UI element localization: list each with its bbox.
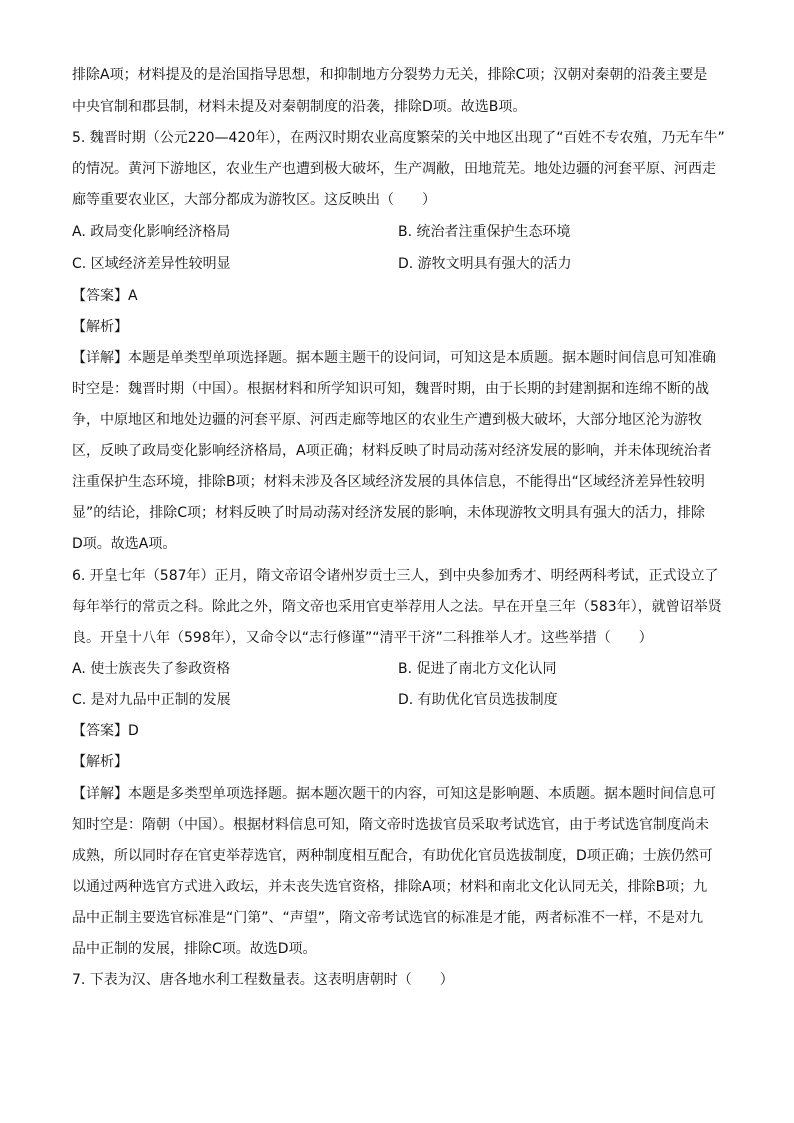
detail-line: 【详解】本题是多类型单项选择题。据本题次题干的内容，可知这是影响题、本质题。据本题时间信息可 [72, 786, 716, 802]
option-d: D. 有助优化官员选拔制度 [398, 692, 558, 708]
paragraph-line: 排除A项；材料提及的是治国指导思想，和抑制地方分裂势力无关，排除C项；汉朝对秦朝的沿袭主要是 [72, 67, 708, 83]
option-b: B. 促进了南北方文化认同 [398, 661, 557, 677]
paragraph-line: 中央官制和郡县制，材料未提及对秦朝制度的沿袭，排除D项。故选B项。 [72, 99, 527, 115]
option-d: D. 游牧文明具有强大的活力 [398, 256, 572, 272]
option-c: C. 是对九品中正制的发展 [72, 692, 231, 708]
question-5-stem: 廊等重要农业区，大部分都成为游牧区。这反映出（ ） [72, 192, 436, 208]
question-6-stem: 每年举行的常贡之科。除此之外，隋文帝也采用官吏举荐用人之法。早在开皇三年（583年），就曾诏举贤 [72, 599, 722, 615]
question-6-stem: 6. 开皇七年（587年）正月，隋文帝诏令诸州岁贡士三人，到中央参加秀才、明经两科考试，正式设立了 [72, 568, 719, 584]
option-b: B. 统治者注重保护生态环境 [398, 224, 571, 240]
analysis-label: 【解析】 [72, 754, 128, 770]
question-5-stem: 5. 魏晋时期（公元220—420年），在两汉时期农业高度繁荣的关中地区出现了“百姓不专农殖，乃无车牛” [72, 130, 725, 146]
detail-line: 注重保护生态环境，排除B项；材料未涉及各区域经济发展的具体信息，不能得出“区域经济差异性较明 [72, 474, 705, 490]
detail-line: 成熟，所以同时存在官吏举荐选官，两种制度相互配合，有助优化官员选拔制度，D项正确；士族仍然可 [72, 848, 713, 864]
detail-line: 品中正制主要选官标准是“门第”、“声望”，隋文帝考试选官的标准是才能，两者标准不一样，不是对九 [72, 910, 704, 926]
option-c: C. 区域经济差异性较明显 [72, 256, 231, 272]
question-5-options-row [72, 254, 722, 274]
question-6-options-row [72, 659, 722, 679]
option-a: A. 使士族丧失了参政资格 [72, 661, 231, 677]
detail-line: 显”的结论，排除C项；材料反映了时局动荡对经济发展的影响，未体现游牧文明具有强大的活力，排除 [72, 505, 706, 521]
question-7-stem: 7. 下表为汉、唐各地水利工程数量表。这表明唐朝时（ ） [72, 972, 454, 988]
question-6-options-row [72, 690, 722, 710]
question-5-stem: 的情况。黄河下游地区，农业生产也遭到极大破坏，生产凋敝，田地荒芜。地处边疆的河套平原、河西走 [72, 161, 716, 177]
detail-line: 时空是：魏晋时期（中国）。根据材料和所学知识可知，魏晋时期，由于长期的封建割据和连绵不断的战 [72, 381, 709, 397]
analysis-label: 【解析】 [72, 319, 128, 335]
detail-line: 区，反映了政局变化影响经济格局，A项正确；材料反映了时局动荡对经济发展的影响，并未体现统治者 [72, 443, 712, 459]
question-6-stem: 良。开皇十八年（598年），又命令以“志行修谨”“清平干济”二科推举人才。这些举措（ ） [72, 630, 653, 646]
answer-label: 【答案】A [72, 288, 138, 304]
question-5-options-row [72, 222, 722, 242]
detail-line: 品中正制的发展，排除C项。故选D项。 [72, 941, 317, 957]
detail-line: 争，中原地区和地处边疆的河套平原、河西走廊等地区的农业生产遭到极大破坏，大部分地区沦为游牧 [72, 412, 702, 428]
option-a: A. 政局变化影响经济格局 [72, 224, 231, 240]
detail-line: D项。故选A项。 [72, 536, 177, 552]
answer-label: 【答案】D [72, 723, 139, 739]
detail-line: 【详解】本题是单类型单项选择题。据本题主题干的设问词，可知这是本质题。据本题时间信息可知准确 [72, 350, 716, 366]
detail-line: 知时空是：隋朝（中国）。根据材料信息可知，隋文帝时选拔官员采取考试选官，由于考试选官制度尚未 [72, 817, 709, 833]
detail-line: 以通过两种选官方式进入政坛，并未丧失选官资格，排除A项；材料和南北文化认同无关，排除B项；九 [72, 879, 708, 895]
